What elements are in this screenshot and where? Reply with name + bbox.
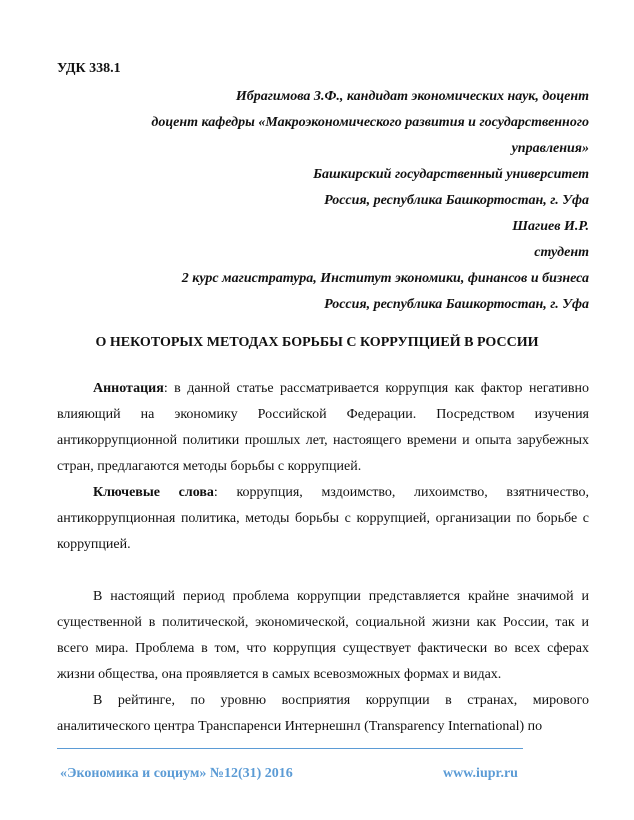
footer-journal: «Экономика и социум» №12(31) 2016: [60, 766, 293, 781]
abstract-text: : в данной статье рассматривается коррупция как фактор негативно влияющий на экономику Российской Федерации. Посредством изучения антикоррупционной политики прошлых лет, настоящего времени и опыта зарубежных стран, предлагаются методы борьбы с коррупцией.: [57, 381, 589, 474]
keywords-text: : коррупция, мздоимство, лихоимство, взятничество, антикоррупционная политика, методы борьбы с коррупцией, организации по борьбе с коррупцией.: [57, 485, 589, 552]
article-title: О НЕКОТОРЫХ МЕТОДАХ БОРЬБЫ С КОРРУПЦИЕЙ В РОССИИ: [95, 335, 539, 350]
author-2-location: Россия, республика Башкортостан, г. Уфа: [324, 297, 589, 312]
author-1-location: Россия, республика Башкортостан, г. Уфа: [324, 193, 589, 208]
author-1-university: Башкирский государственный университет: [313, 167, 589, 182]
keywords-paragraph: [57, 480, 589, 558]
author-1-department-cont: управления»: [511, 141, 589, 156]
udk-code: УДК 338.1: [57, 61, 121, 76]
footer-divider: [57, 748, 523, 749]
author-2-affiliation: 2 курс магистратура, Институт экономики, финансов и бизнеса: [181, 271, 589, 286]
author-1-line: Ибрагимова З.Ф., кандидат экономических наук, доцент: [235, 89, 589, 104]
keywords-label: Ключевые слова: [93, 485, 214, 500]
author-2-status: студент: [534, 245, 589, 260]
abstract-label: Аннотация: [93, 381, 164, 396]
author-2-name: Шагиев И.Р.: [512, 219, 589, 234]
body-paragraph-1: В настоящий период проблема коррупции представляется крайне значимой и существенной в политической, экономической, социальной жизни как России, так и всего мира. Проблема в том, что коррупция существует фактически во всех сферах жизни общества, она проявляется в самых всевозможных формах и видах.: [57, 589, 589, 682]
article-body: [57, 376, 589, 740]
footer-site-link[interactable]: www.iupr.ru: [443, 766, 518, 781]
author-1-department: доцент кафедры «Макроэкономического развития и государственного: [151, 115, 589, 130]
body-paragraph-2: В рейтинге, по уровню восприятия коррупции в странах, мирового аналитического центра Транспаренси Интернешнл (Transparency International) по: [57, 693, 589, 734]
abstract-paragraph: [57, 376, 589, 480]
